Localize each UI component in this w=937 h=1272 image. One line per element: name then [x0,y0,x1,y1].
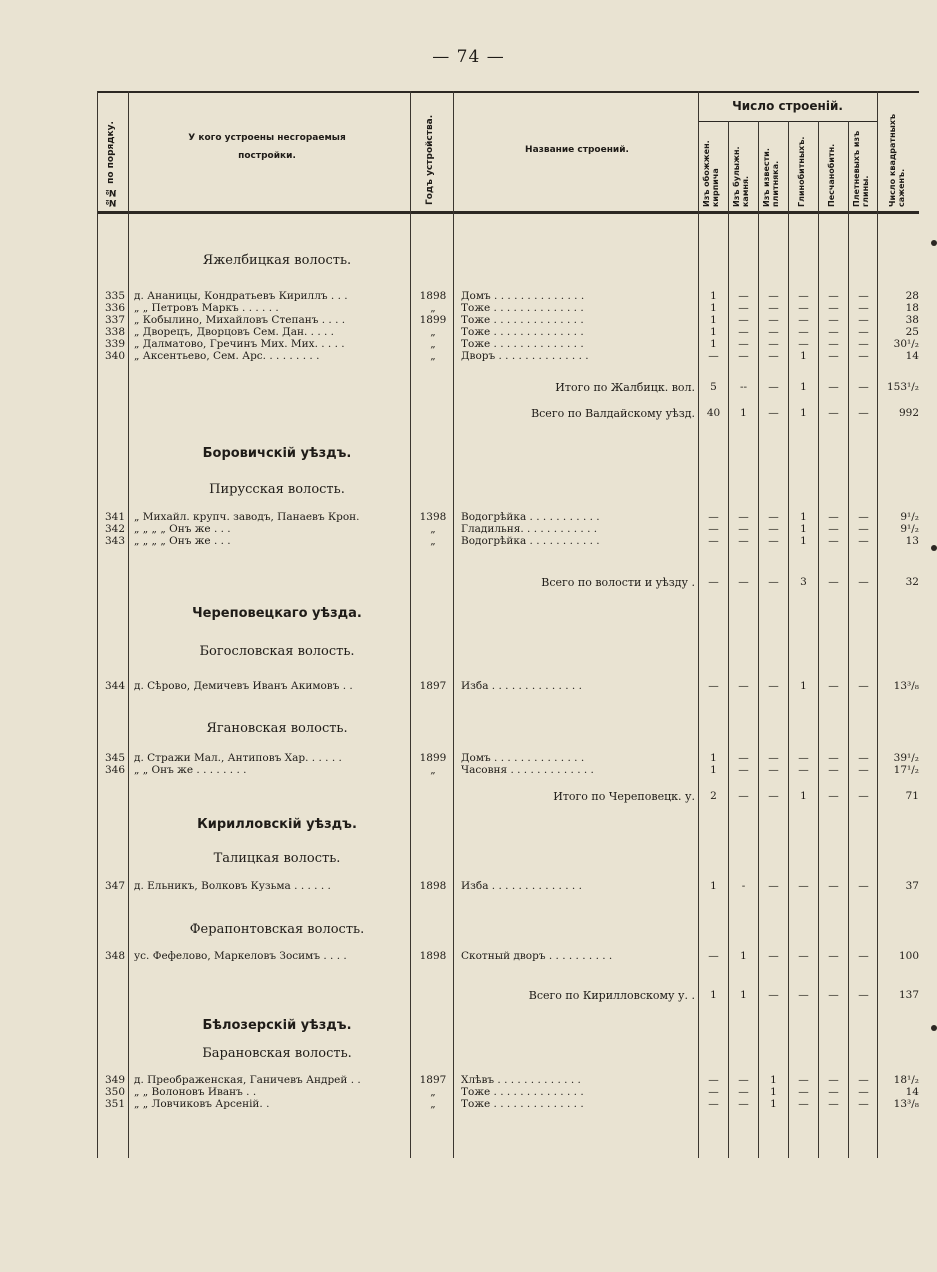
header-year: Годъ устройства. [425,114,435,205]
owner: „ Кобылино, Михайловъ Степанъ . . . . [134,315,346,326]
section-heading: Бѣлозерскій уѣздъ. [202,1018,352,1033]
count-cell: 1 [770,1099,777,1110]
header-type-4: Глинобитныхъ. [797,136,806,207]
year: „ [430,327,436,338]
section-heading: Кирилловскій уѣздъ. [197,817,357,832]
owner: „ „ Ловчиковъ Арсеній. . [134,1099,270,1110]
count-cell: — [858,791,869,802]
year: 1898 [419,951,447,962]
total-row [0,408,937,419]
count-cell: 1 [710,327,717,338]
row-number: 351 [104,1099,125,1110]
count-cell: — [738,577,749,588]
count-cell: — [768,291,779,302]
count-cell: 1 [800,382,807,393]
count-cell: — [798,315,809,326]
count-cell: — [858,315,869,326]
building-name: Водогрѣйка . . . . . . . . . . . [461,512,600,523]
table-row [0,951,937,962]
total-label: Итого по Жалбицк. вол. [555,381,695,394]
area: 32 [905,577,919,588]
total-label: Всего по Валдайскому уѣзд. [531,407,695,420]
building-name: Тоже . . . . . . . . . . . . . . [461,303,584,314]
row-number: 337 [104,315,125,326]
count-cell: — [798,1075,809,1086]
building-name: Изба . . . . . . . . . . . . . . [461,881,582,892]
table-row [0,315,937,326]
total-label: Всего по волости и уѣзду . [541,576,695,589]
count-cell: — [798,1087,809,1098]
count-cell: — [768,327,779,338]
total-label: Итого по Череповецк. у. [553,790,695,803]
year: 1899 [419,753,447,764]
area: 13³/₈ [893,681,919,692]
area: 153¹/₂ [887,382,919,393]
count-cell: — [828,351,839,362]
building-name: Часовня . . . . . . . . . . . . . [461,765,594,776]
header-who: У кого устроены несгораемыя постройки. [188,133,346,161]
count-cell: — [768,990,779,1001]
area: 14 [905,351,919,362]
table-row [0,303,937,314]
count-cell: 1 [800,512,807,523]
building-name: Тоже . . . . . . . . . . . . . . [461,339,584,350]
area: 17¹/₂ [893,765,919,776]
count-cell: — [798,951,809,962]
count-cell: — [768,951,779,962]
count-cell: — [738,681,749,692]
section-heading: Пирусская волость. [209,482,345,497]
area: 9¹/₂ [900,512,919,523]
count-cell: — [738,524,749,535]
total-label: Всего по Кирилловскому у. . [528,989,695,1002]
count-cell: — [858,382,869,393]
count-cell: — [768,315,779,326]
building-name: Тоже . . . . . . . . . . . . . . [461,315,584,326]
count-cell: — [768,753,779,764]
year: 1899 [419,315,447,326]
building-name: Хлѣвъ . . . . . . . . . . . . . [461,1075,581,1086]
page-mark [931,240,937,246]
count-cell: — [798,990,809,1001]
count-cell: — [768,536,779,547]
building-name: Домъ . . . . . . . . . . . . . . [461,753,585,764]
count-cell: — [798,881,809,892]
page-mark [931,1025,937,1031]
count-cell: — [768,408,779,419]
year: 1897 [419,681,447,692]
count-cell: — [828,524,839,535]
count-cell: 1 [710,303,717,314]
total-row [0,382,937,393]
count-cell: — [828,951,839,962]
count-cell: — [828,753,839,764]
row-number: 347 [104,881,125,892]
table-row [0,512,937,523]
section-heading: Яжелбицкая волость. [202,253,352,268]
count-cell: — [828,765,839,776]
count-cell: — [768,791,779,802]
count-cell: — [708,351,719,362]
count-cell: — [828,681,839,692]
section-heading: Череповецкаго уѣзда. [192,606,362,621]
header-name: Название строений. [525,145,629,155]
count-cell: — [738,1075,749,1086]
section-heading: Талицкая волость. [213,851,341,866]
header-num: №№ по порядку. [106,121,116,207]
col-line [758,121,759,1158]
table-row [0,524,937,535]
building-name: Тоже . . . . . . . . . . . . . . [461,327,584,338]
count-cell: — [738,339,749,350]
owner: д. Преображенская, Ганичевъ Андрей . . [134,1075,361,1086]
area: 30¹/₂ [893,339,919,350]
count-cell: — [858,1099,869,1110]
year: „ [430,765,436,776]
owner: „ Далматово, Гречинъ Мих. Мих. . . . . [134,339,345,350]
count-cell: 1 [800,408,807,419]
count-cell: — [768,512,779,523]
area: 71 [905,791,919,802]
area: 37 [905,881,919,892]
count-cell: — [708,524,719,535]
count-cell: 1 [800,351,807,362]
year: „ [430,1087,436,1098]
count-cell: — [708,1099,719,1110]
count-cell: — [858,577,869,588]
area: 9¹/₂ [900,524,919,535]
count-cell: — [768,351,779,362]
area: 992 [898,408,919,419]
count-cell: — [798,1099,809,1110]
area: 100 [898,951,919,962]
header-type-6: Плетневыхъ изъ глины. [852,130,870,207]
year: „ [430,339,436,350]
count-cell: 1 [710,315,717,326]
count-cell: — [798,291,809,302]
header-rule [97,211,919,214]
building-name: Тоже . . . . . . . . . . . . . . [461,1099,584,1110]
table-row [0,339,937,350]
building-name: Изба . . . . . . . . . . . . . . [461,681,582,692]
count-cell: — [738,1099,749,1110]
count-cell: — [858,303,869,314]
count-cell: 1 [710,765,717,776]
row-number: 339 [104,339,125,350]
count-cell: — [768,681,779,692]
owner: „ Аксентьево, Сем. Арс. . . . . . . . . [134,351,320,362]
total-row [0,791,937,802]
section-heading: Ферапонтовская волость. [189,922,365,937]
count-cell: — [768,303,779,314]
count-cell: 1 [710,990,717,1001]
count-cell: — [708,951,719,962]
count-cell: — [798,303,809,314]
count-cell: 1 [740,408,747,419]
row-number: 336 [104,303,125,314]
count-cell: — [768,382,779,393]
section-heading: Богословская волость. [199,644,355,659]
area: 38 [905,315,919,326]
building-name: Тоже . . . . . . . . . . . . . . [461,1087,584,1098]
page-mark [931,545,937,551]
count-cell: — [828,1075,839,1086]
count-cell: — [828,990,839,1001]
year: 1398 [419,512,447,523]
owner: „ „ „ „ Онъ же . . . [134,524,231,535]
top-rule [97,91,919,93]
count-cell: — [858,1087,869,1098]
count-cell: — [738,753,749,764]
total-row [0,577,937,588]
count-cell: — [858,524,869,535]
count-cell: — [738,536,749,547]
count-cell: — [798,339,809,350]
count-cell: 1 [710,291,717,302]
count-cell: — [828,536,839,547]
count-cell: 1 [740,990,747,1001]
count-cell: — [828,327,839,338]
section-heading: Ягановская волость. [206,721,348,736]
area: 14 [905,1087,919,1098]
count-cell: — [858,951,869,962]
year: 1898 [419,881,447,892]
count-cell: — [768,765,779,776]
area: 28 [905,291,919,302]
count-cell: — [858,339,869,350]
count-cell: — [768,577,779,588]
header-type-2: Изъ булыжн. камня. [732,146,750,207]
area: 137 [898,990,919,1001]
count-cell: — [738,512,749,523]
count-cell: — [828,291,839,302]
building-name: Скотный дворъ . . . . . . . . . . [461,951,613,962]
header-type-5: Песчанобитн. [827,143,836,207]
page-number: — 74 — [432,47,505,67]
table-row [0,536,937,547]
count-cell: 1 [710,753,717,764]
table-row [0,1099,937,1110]
area: 25 [905,327,919,338]
count-cell: — [858,681,869,692]
count-cell: — [708,1087,719,1098]
count-cell: — [828,1087,839,1098]
building-name: Гладильня. . . . . . . . . . . . [461,524,598,535]
row-number: 345 [104,753,125,764]
table-row [0,881,937,892]
row-number: 344 [104,681,125,692]
count-cell: — [828,315,839,326]
count-cell: — [828,512,839,523]
count-cell: — [738,315,749,326]
area: 39¹/₂ [893,753,919,764]
count-cell: — [858,408,869,419]
count-cell: — [858,753,869,764]
owner: д. Ананицы, Кондратьевъ Кириллъ . . . [134,291,348,302]
owner: „ Михайл. крупч. заводъ, Панаевъ Крон. [134,512,360,523]
count-cell: 1 [770,1075,777,1086]
col-line [788,121,789,1158]
area: 18 [905,303,919,314]
table-row [0,765,937,776]
count-cell: 1 [800,536,807,547]
section-heading: Боровичскій уѣздъ. [202,446,352,461]
row-number: 335 [104,291,125,302]
area: 13³/₈ [893,1099,919,1110]
count-cell: — [858,327,869,338]
count-cell: 1 [800,791,807,802]
col-line [818,121,819,1158]
owner: ус. Фефелово, Маркеловъ Зосимъ . . . . [134,951,347,962]
year: „ [430,536,436,547]
count-cell: — [798,327,809,338]
row-number: 338 [104,327,125,338]
count-cell: — [828,382,839,393]
count-cell: — [858,765,869,776]
count-cell: 1 [710,881,717,892]
count-cell: — [858,1075,869,1086]
count-cell: — [858,351,869,362]
row-number: 349 [104,1075,125,1086]
count-cell: — [828,408,839,419]
header-count-group: Число строеній. [732,99,843,113]
owner: „ „ Волоновъ Иванъ . . [134,1087,257,1098]
count-cell: 1 [740,951,747,962]
count-cell: — [708,681,719,692]
count-cell: — [858,512,869,523]
count-cell: — [798,765,809,776]
year: „ [430,351,436,362]
year: „ [430,303,436,314]
count-cell: — [828,1099,839,1110]
owner: „ Дворецъ, Дворцовъ Сем. Дан. . . . . [134,327,335,338]
owner: „ „ Петровъ Маркъ . . . . . . [134,303,279,314]
year: „ [430,524,436,535]
count-cell: — [858,291,869,302]
table-row [0,351,937,362]
area: 13 [905,536,919,547]
count-cell: -- [739,382,748,393]
count-cell: - [741,881,746,892]
count-cell: — [828,577,839,588]
count-cell: 5 [710,382,717,393]
table-row [0,327,937,338]
count-cell: 1 [770,1087,777,1098]
count-cell: — [738,765,749,776]
table-row [0,1075,937,1086]
building-name: Водогрѣйка . . . . . . . . . . . [461,536,600,547]
year: 1898 [419,291,447,302]
row-number: 346 [104,765,125,776]
row-number: 343 [104,536,125,547]
table-row [0,291,937,302]
count-cell: — [708,512,719,523]
count-cell: 2 [710,791,717,802]
count-cell: — [798,753,809,764]
count-cell: — [708,1075,719,1086]
table-row [0,753,937,764]
count-cell: — [738,791,749,802]
year: 1897 [419,1075,447,1086]
owner: „ „ Онъ же . . . . . . . . [134,765,247,776]
total-row [0,990,937,1001]
building-name: Домъ . . . . . . . . . . . . . . [461,291,585,302]
owner: д. Сѣрово, Демичевъ Иванъ Акимовъ . . [134,681,353,692]
row-number: 341 [104,512,125,523]
count-cell: — [858,990,869,1001]
section-heading: Барановская волость. [202,1046,352,1061]
count-cell: — [738,1087,749,1098]
count-cell: — [768,339,779,350]
count-cell: — [858,536,869,547]
count-cell: — [708,536,719,547]
count-cell: — [738,327,749,338]
table-row [0,1087,937,1098]
count-cell: — [708,577,719,588]
building-name: Дворъ . . . . . . . . . . . . . . [461,351,589,362]
count-cell: — [828,303,839,314]
owner: „ „ „ „ Онъ же . . . [134,536,231,547]
owner: д. Стражи Мал., Антиповъ Хар. . . . . . [134,753,342,764]
count-cell: — [738,291,749,302]
count-cell: — [738,303,749,314]
col-line [728,121,729,1158]
row-number: 350 [104,1087,125,1098]
count-cell: 3 [800,577,807,588]
count-cell: — [858,881,869,892]
year: „ [430,1099,436,1110]
header-type-1: Изъ обожжен. кирпича [702,140,720,207]
count-cell: — [768,881,779,892]
owner: д. Ельникъ, Волковъ Кузьма . . . . . . [134,881,331,892]
count-cell: — [828,339,839,350]
count-cell: — [768,524,779,535]
count-cell: 40 [706,408,721,419]
row-number: 340 [104,351,125,362]
area: 18¹/₂ [893,1075,919,1086]
header-area: Число квадратныхъ саженъ. [888,114,906,207]
count-cell: 1 [800,681,807,692]
row-number: 348 [104,951,125,962]
count-cell: 1 [800,524,807,535]
count-cell: — [828,791,839,802]
count-cell: — [738,351,749,362]
row-number: 342 [104,524,125,535]
count-cell: 1 [710,339,717,350]
header-type-3: Изъ извести. плитняка. [762,148,780,207]
table-row [0,681,937,692]
col-line [848,121,849,1158]
count-cell: — [828,881,839,892]
